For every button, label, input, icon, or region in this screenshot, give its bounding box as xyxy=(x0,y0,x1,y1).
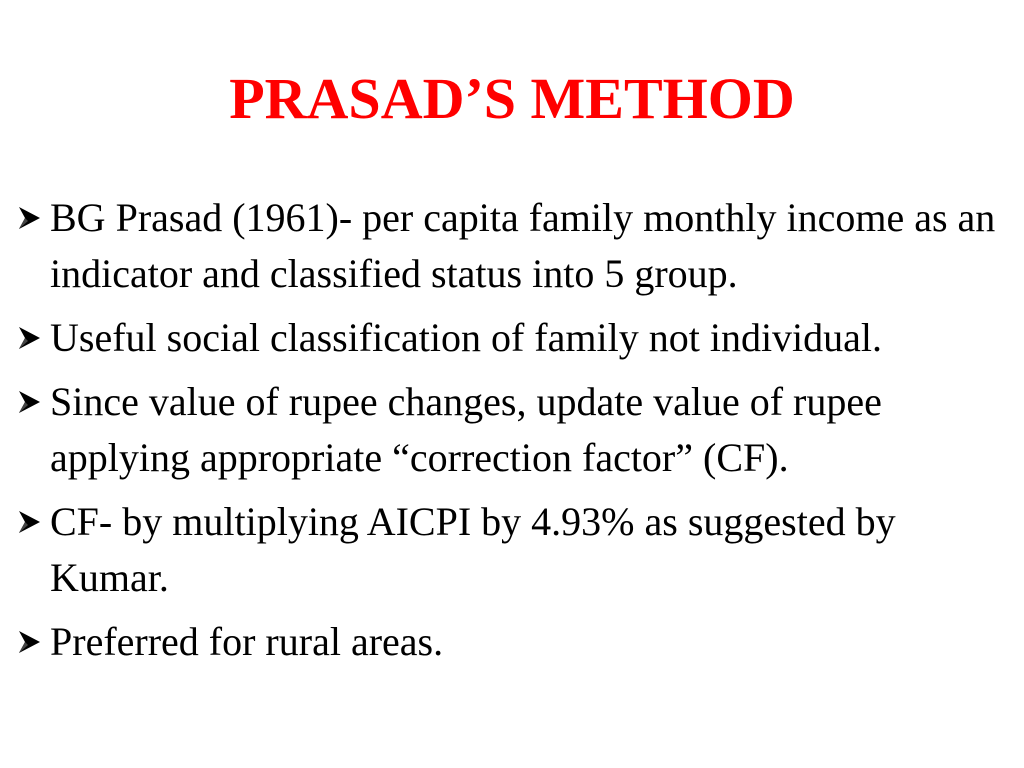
bullet-item xyxy=(12,374,1012,486)
arrowhead-bullet-icon xyxy=(16,325,42,351)
bullet-text: Useful social classification of family not individual. xyxy=(50,315,883,360)
slide-title: PRASAD’S METHOD xyxy=(229,66,795,131)
arrowhead-bullet-icon xyxy=(16,389,42,415)
arrowhead-bullet-icon xyxy=(16,509,42,535)
bullet-text: BG Prasad (1961)- per capita family monthly income as an indicator and classified status into 5 group. xyxy=(50,195,996,296)
arrowhead-bullet-icon xyxy=(16,205,42,231)
bullet-text: Preferred for rural areas. xyxy=(50,619,444,664)
bullet-list xyxy=(12,190,1012,678)
bullet-item xyxy=(12,614,1012,670)
bullet-text: CF- by multiplying AICPI by 4.93% as suggested by Kumar. xyxy=(50,499,896,600)
bullet-item xyxy=(12,310,1012,366)
bullet-item xyxy=(12,494,1012,606)
bullet-text: Since value of rupee changes, update value of rupee applying appropriate “correction factor” (CF). xyxy=(50,379,882,480)
arrowhead-bullet-icon xyxy=(16,629,42,655)
bullet-item xyxy=(12,190,1012,302)
